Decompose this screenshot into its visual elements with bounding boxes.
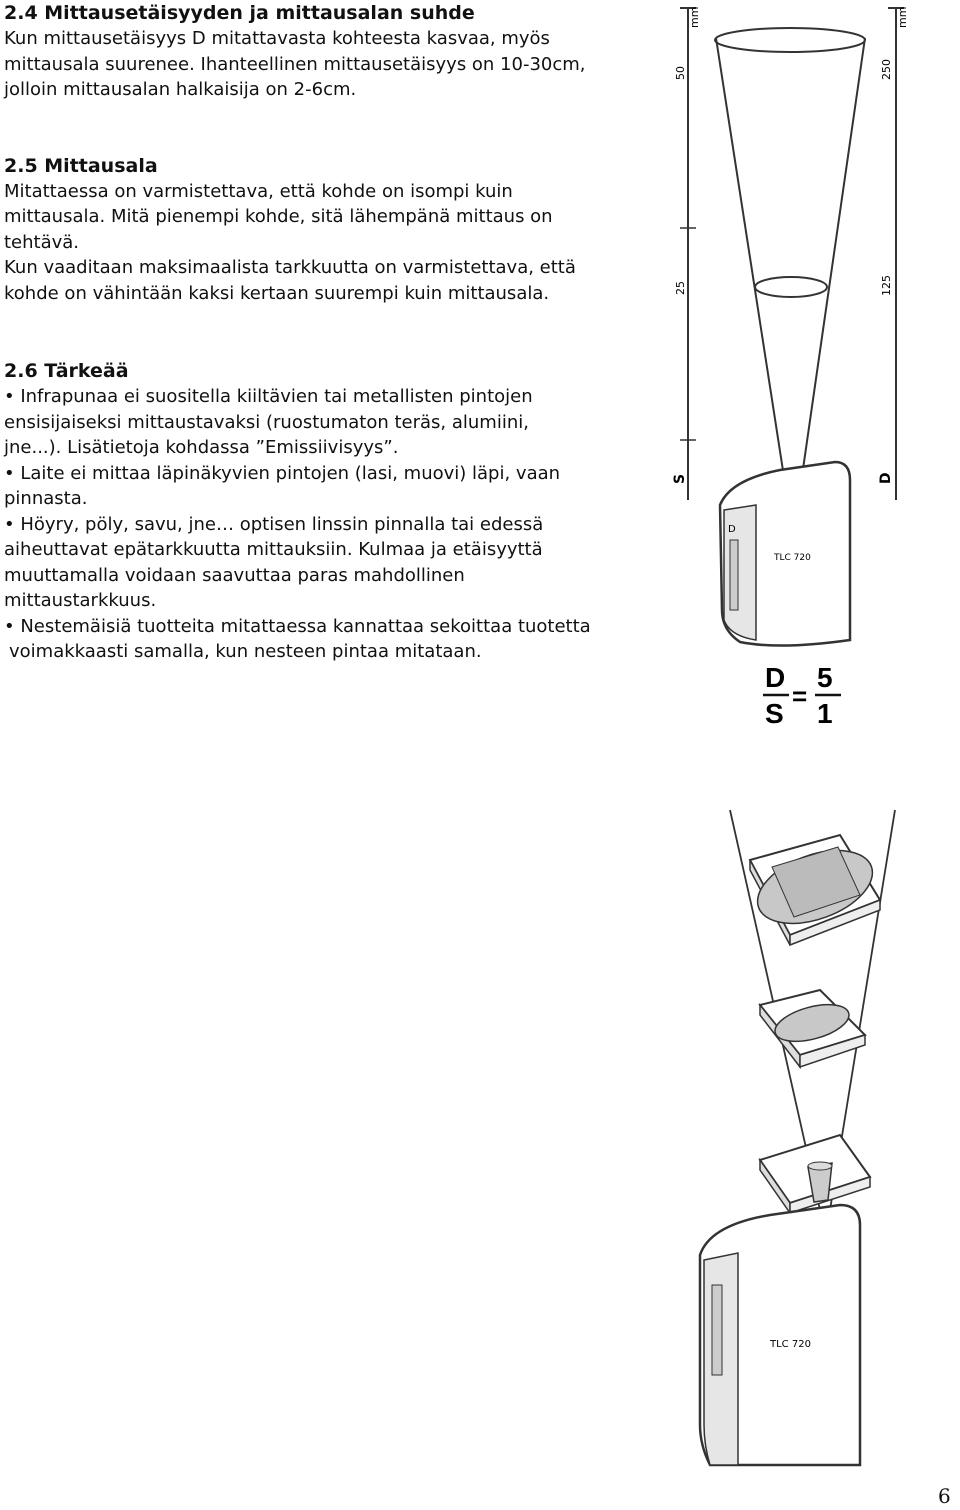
section-2-6-heading: 2.6 Tärkeää xyxy=(4,360,129,382)
bullet-line: muuttamalla voidaan saavuttaa paras mahdollinen xyxy=(4,564,465,586)
section-2-5-line: Mitattaessa on varmistettava, että kohde on isompi kuin xyxy=(4,180,513,202)
label-50: 50 xyxy=(674,66,687,80)
thermometer-device xyxy=(720,462,850,646)
device-model-label: TLC 720 xyxy=(770,1339,811,1350)
section-2-4-heading: 2.4 Mittausetäisyyden ja mittausalan suhde xyxy=(4,2,475,24)
label-250: 250 xyxy=(880,59,893,80)
section-2-5-line: Kun vaaditaan maksimaalista tarkkuutta on varmistettava, että xyxy=(4,257,576,278)
bullet-shiny-surfaces: • Infrapunaa ei suositella kiiltävien tai metallisten pintojen xyxy=(4,384,664,410)
formula-denominator: 1 xyxy=(817,698,833,729)
bullet-line: mittaustarkkuus. xyxy=(4,590,157,611)
medium-target-plate xyxy=(760,990,865,1067)
device-letter: D xyxy=(728,524,736,535)
formula-equals: = xyxy=(792,681,808,711)
measurement-cone-diagram xyxy=(660,0,960,650)
label-125: 125 xyxy=(880,275,893,296)
bullet-line: pinnasta. xyxy=(4,488,88,509)
thermometer-device xyxy=(700,1205,860,1465)
left-unit-label: mm xyxy=(688,6,701,28)
device-model-label: TLC 720 xyxy=(774,553,811,563)
small-target-plate xyxy=(760,1135,870,1213)
far-spot-ellipse xyxy=(715,28,865,52)
section-2-5-line: kohde on vähintään kaksi kertaan suurempi kuin mittausala. xyxy=(4,282,550,304)
formula-s: S xyxy=(765,698,784,729)
bullet-line: jne...). Lisätietoja kohdassa ”Emissiivisyys”. xyxy=(4,437,399,458)
bullet-line: ensisijaiseksi mittaustavaksi (ruostumaton teräs, alumiini, xyxy=(4,411,529,433)
right-unit-label: mm xyxy=(896,6,909,28)
bullet-line: aiheuttavat epätarkkuutta mittauksiin. Kulmaa ja etäisyyttä xyxy=(4,539,543,560)
cone-left-edge xyxy=(716,38,786,490)
formula-numerator: 5 xyxy=(817,662,833,693)
text-column xyxy=(4,0,664,665)
label-25: 25 xyxy=(674,281,687,295)
bullet-steam-dust: • Höyry, pöly, savu, jne… optisen linssin pinnalla tai edessä xyxy=(4,512,664,538)
section-2-4-line: Kun mittausetäisyys D mitattavasta kohteesta kasvaa, myös xyxy=(4,28,550,49)
bullet-transparent-surfaces: • Laite ei mittaa läpinäkyvien pintojen (lasi, muovi) läpi, vaan xyxy=(4,461,664,487)
section-2-4-line: mittausala suurenee. Ihanteellinen mittausetäisyys on 10-30cm, xyxy=(4,53,586,75)
label-s: S xyxy=(672,473,688,484)
section-2-5-line: tehtävä. xyxy=(4,231,80,253)
formula-d: D xyxy=(765,662,786,693)
near-spot-ellipse xyxy=(755,277,827,297)
page-number: 6 xyxy=(938,1484,951,1508)
cone-right-edge xyxy=(800,38,865,490)
ds-ratio-formula xyxy=(755,655,855,735)
large-target-plate xyxy=(748,835,883,945)
target-size-diagram xyxy=(690,805,940,1475)
section-2-4-line: jolloin mittausalan halkaisija on 2-6cm. xyxy=(4,79,357,100)
label-d: D xyxy=(878,472,894,484)
section-2-5-heading: 2.5 Mittausala xyxy=(4,154,158,177)
bullet-liquids: • Nestemäisiä tuotteita mitattaessa kannattaa sekoittaa tuotetta xyxy=(4,614,664,640)
section-2-5-line: mittausala. Mitä pienempi kohde, sitä lähempänä mittaus on xyxy=(4,206,553,227)
bullet-line: voimakkaasti samalla, kun nesteen pintaa mitataan. xyxy=(9,641,482,662)
